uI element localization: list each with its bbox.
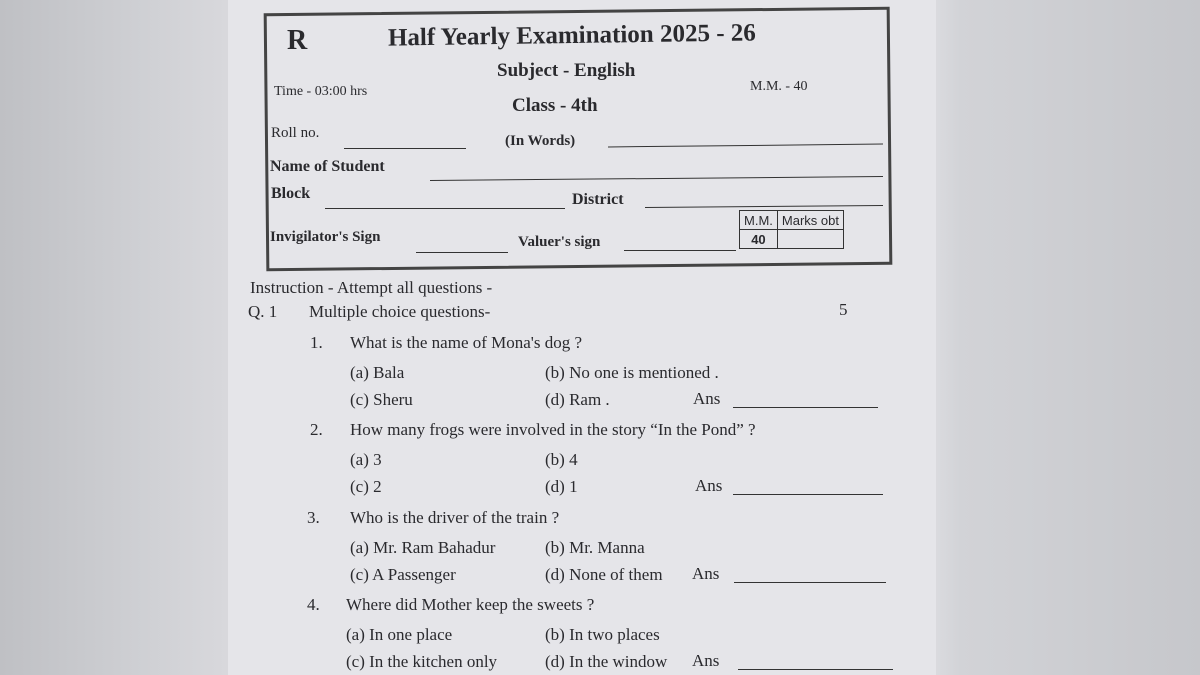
answer-field[interactable]: [734, 582, 886, 583]
answer-field[interactable]: [738, 669, 893, 670]
block-field[interactable]: [325, 208, 565, 209]
invigilator-sign-field[interactable]: [416, 252, 508, 253]
option-a[interactable]: (a) Mr. Ram Bahadur: [350, 538, 496, 557]
exam-title: Half Yearly Examination 2025 - 26: [387, 19, 756, 52]
option-a[interactable]: (a) 3: [350, 450, 382, 469]
ans-label: Ans: [693, 389, 721, 408]
marks-obt-header: Marks obt: [777, 211, 843, 230]
valuer-sign-label: Valuer's sign: [518, 234, 601, 250]
question-text: Who is the driver of the train ?: [350, 508, 560, 527]
question-number: 4.: [307, 595, 320, 614]
marks-table: [739, 210, 844, 249]
student-name-label: Name of Student: [270, 158, 385, 175]
section-marks: 5: [839, 300, 848, 319]
mm-value: 40: [740, 230, 778, 249]
option-d[interactable]: (d) Ram .: [545, 390, 610, 409]
set-letter: R: [287, 25, 308, 56]
option-b[interactable]: (b) In two places: [545, 625, 660, 644]
option-c[interactable]: (c) In the kitchen only: [346, 652, 498, 671]
option-c[interactable]: (c) A Passenger: [350, 565, 456, 584]
ans-label: Ans: [692, 651, 720, 670]
roll-no-label: Roll no.: [271, 125, 320, 141]
option-d[interactable]: (d) 1: [545, 477, 578, 496]
option-d[interactable]: (d) None of them: [545, 565, 663, 584]
roll-no-field[interactable]: [344, 148, 466, 149]
section-title: Multiple choice questions-: [309, 302, 491, 321]
option-b[interactable]: (b) No one is mentioned .: [545, 363, 719, 382]
district-label: District: [572, 191, 624, 208]
valuer-sign-field[interactable]: [624, 250, 736, 251]
invigilator-sign-label: Invigilator's Sign: [270, 229, 381, 245]
question-text: How many frogs were involved in the story “In the Pond” ?: [350, 420, 756, 439]
question-text: What is the name of Mona's dog ?: [350, 333, 583, 352]
question-text: Where did Mother keep the sweets ?: [346, 595, 595, 614]
option-a[interactable]: (a) In one place: [346, 625, 453, 644]
ans-label: Ans: [692, 564, 720, 583]
option-a[interactable]: (a) Bala: [350, 363, 405, 382]
max-marks: M.M. - 40: [750, 79, 808, 94]
option-d[interactable]: (d) In the window: [545, 652, 668, 671]
question-number: 1.: [310, 333, 323, 352]
time-allowed: Time - 03:00 hrs: [274, 84, 368, 99]
subject: Subject - English: [497, 60, 636, 81]
section-number: Q. 1: [248, 302, 278, 321]
instruction: Instruction - Attempt all questions -: [250, 278, 493, 297]
answer-field[interactable]: [733, 407, 878, 408]
marks-obt-value[interactable]: [777, 230, 843, 249]
option-b[interactable]: (b) Mr. Manna: [545, 538, 645, 557]
ans-label: Ans: [695, 476, 723, 495]
question-number: 2.: [310, 420, 323, 439]
in-words-label: (In Words): [505, 133, 576, 149]
answer-field[interactable]: [733, 494, 883, 495]
block-label: Block: [271, 185, 311, 202]
option-c[interactable]: (c) 2: [350, 477, 382, 496]
option-b[interactable]: (b) 4: [545, 450, 578, 469]
option-c[interactable]: (c) Sheru: [350, 390, 413, 409]
question-number: 3.: [307, 508, 320, 527]
mm-header: M.M.: [740, 211, 778, 230]
class: Class - 4th: [512, 95, 598, 116]
